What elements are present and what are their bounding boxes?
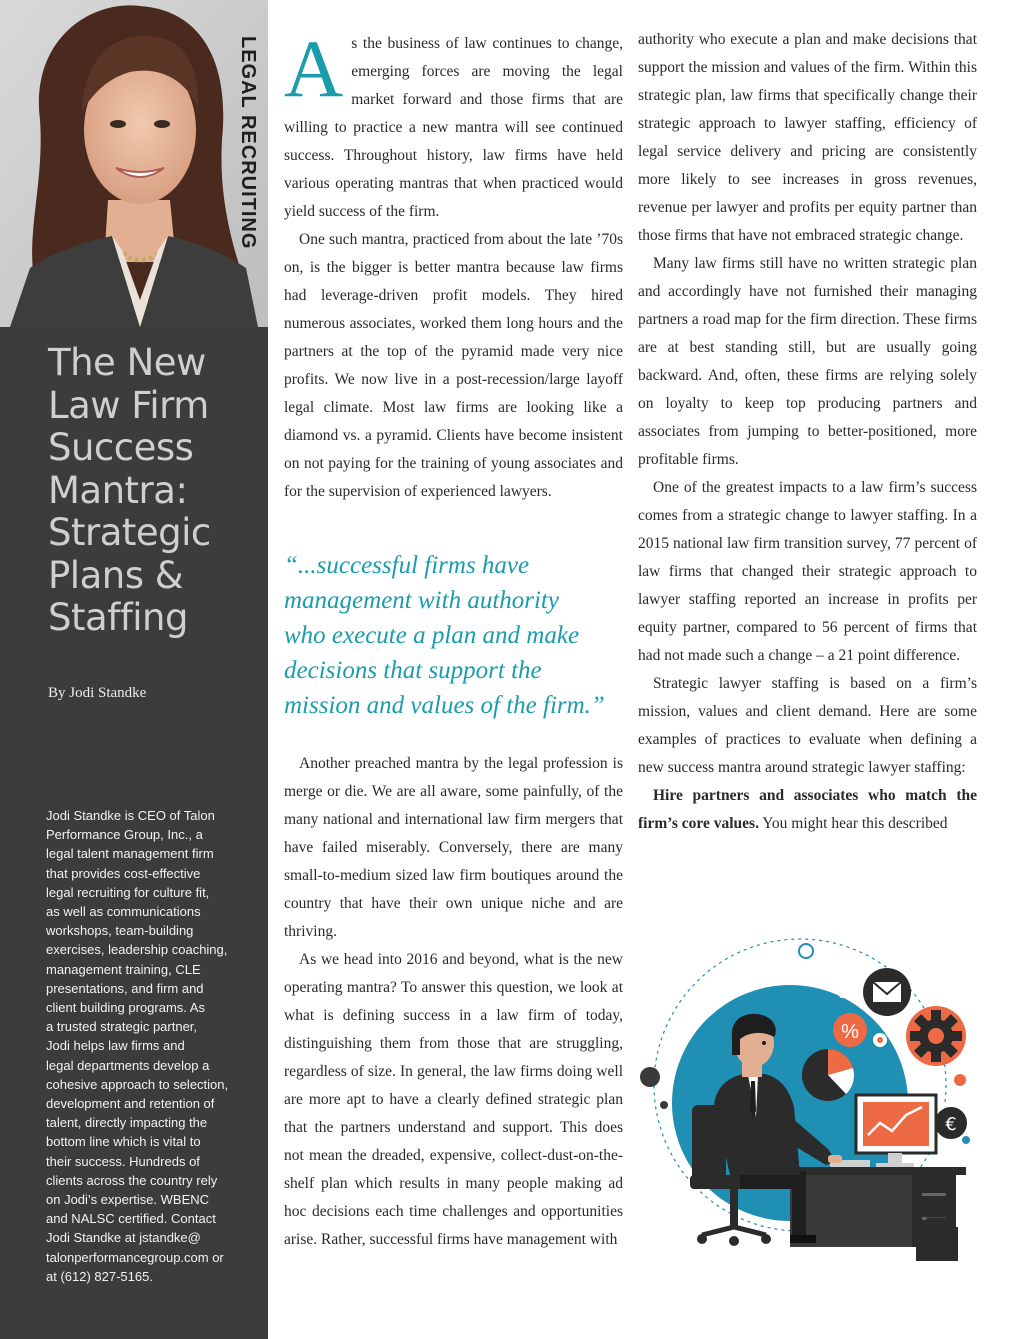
paragraph: One such mantra, practiced from about the late ’70s on, is the bigger is better mantra because law firms had leverage-driven profit models. They hired numerous associates, worked them long hours and the partners at the top of the pyramid made very nice profits. We now live in a post-recession/large layoff legal climate. Most law firms are looking like a diamond vs. a pyramid. Clients have become insistent on not paying for the training of young associates and for the supervision of experienced lawyers.	[284, 231, 623, 500]
column-2	[638, 26, 977, 838]
byline: By Jodi Standke	[48, 685, 147, 701]
title-line: Law Firm	[48, 383, 209, 427]
pull-quote-line: mission and values of the firm.”	[284, 692, 605, 719]
paragraph: Another preached mantra by the legal profession is merge or die. We are all aware, some painfully, of the many national and international law firm mergers that have failed miserably. Conversely, there are many small-to-medium sized law firm boutiques around the country that have their own unique niche and are thriving.	[284, 755, 623, 940]
paragraph: Hire partners and associates who match the firm’s core values. You might hear this described	[638, 787, 977, 832]
pull-quote-line: management with authority	[284, 587, 559, 614]
pie-chart-icon	[802, 1049, 854, 1101]
title-line: The New	[48, 341, 206, 384]
paragraph: Many law firms still have no written strategic plan and accordingly have not furnished their managing partners a road map for the firm direction. These firms are at best standing still, but are usually going backward. And, often, these firms are relying solely on loyalty to keep top producing partners and associates from jumping to better-positioned, more profitable firms.	[638, 255, 977, 468]
title-line: Strategic	[48, 511, 211, 554]
businessman-illustration	[630, 935, 970, 1265]
svg-text:€: €	[945, 1114, 957, 1135]
bold-lead: Hire partners and associates who match the firm’s core values.	[638, 787, 977, 832]
article-title	[48, 342, 258, 640]
paragraph: Strategic lawyer staffing is based on a firm’s mission, values and client demand. Here are some examples of practices to evaluate when defining a new success mantra around strategic lawyer staffing:	[638, 675, 977, 776]
title-line: Plans &	[48, 553, 184, 597]
paragraph: As the business of law continues to change, emerging forces are moving the legal market forward and those firms that are willing to practice a new mantra will see continued success. Throughout history, law firms have held various operating mantras that when practiced would yield success of the firm.	[284, 23, 623, 220]
section-label: LEGAL RECRUITING	[237, 36, 259, 250]
pull-quote-line: “...successful firms have	[284, 552, 530, 579]
paragraph: As we head into 2016 and beyond, what is the new operating mantra? To answer this question, we look at what is defining success in a law firm of today, distinguishing them from those that are struggling, regardless of size. In general, the law firms doing well are more apt to have a clearly defined strategic plan that the partners understand and support. This does not mean the dreaded, expensive, collect-dust-on-the-shelf plan which results in many people making ad hoc decisions each time challenges and opportunities arise. Rather, successful firms have management with	[284, 951, 623, 1248]
dot-icon	[799, 944, 813, 958]
pull-quote-line: who execute a plan and make	[284, 622, 580, 649]
paragraph: One of the greatest impacts to a law firm’s success comes from a strategic change to lawyer staffing. In a 2015 national law firm transition survey, 77 percent of law firms that changed their strategic approach to lawyer staffing reported an increase in profits per equity partner, compared to 56 percent of firms that had not made such a change – a 21 point difference.	[638, 479, 977, 664]
dot-icon	[962, 1136, 970, 1144]
drop-cap: A	[284, 23, 344, 114]
title-line: Mantra:	[48, 468, 188, 512]
paragraph: authority who execute a plan and make decisions that support the mission and values of the firm. Within this strategic plan, law firms that specifically change their strategic approach to lawyer staffing, efficiency of legal service delivery and pricing are consistently more likely to see increases in gross revenues, revenue per lawyer and profits per equity partner than those firms that have not embraced strategic change.	[638, 31, 977, 244]
dot-icon	[839, 992, 845, 998]
dot-icon	[954, 1074, 966, 1086]
title-line: Staffing	[48, 596, 188, 639]
column-1-top	[284, 23, 623, 506]
dot-icon	[660, 1101, 668, 1109]
title-line: Success	[48, 426, 194, 469]
author-photo	[0, 0, 268, 327]
svg-text:%: %	[841, 1021, 859, 1043]
pull-quote-line: decisions that support the	[284, 657, 542, 684]
column-1-bottom	[284, 750, 623, 1254]
sidebar	[0, 0, 268, 1339]
dot-icon	[640, 1067, 660, 1087]
gear-icon	[906, 1006, 966, 1066]
author-bio: Jodi Standke is CEO of Talon Performance Group, Inc., a legal talent management firm that provides cost-effective legal recruiting for culture fit, as well as communications workshops, team-building exercises, leadership coaching, management training, CLE presentations, and firm and client building programs. As a trusted strategic partner, Jodi helps law firms and legal departments develop a cohesive approach to selection, development and retention of talent, directly impacting the bottom line which is vital to their success. Hundreds of clients across the country rely on Jodi’s expertise. WBENC and NALSC certified. Contact Jodi Standke at jstandke@ talonperformancegroup.com or at (612) 827-5165.	[46, 808, 229, 1284]
pull-quote	[284, 548, 624, 723]
